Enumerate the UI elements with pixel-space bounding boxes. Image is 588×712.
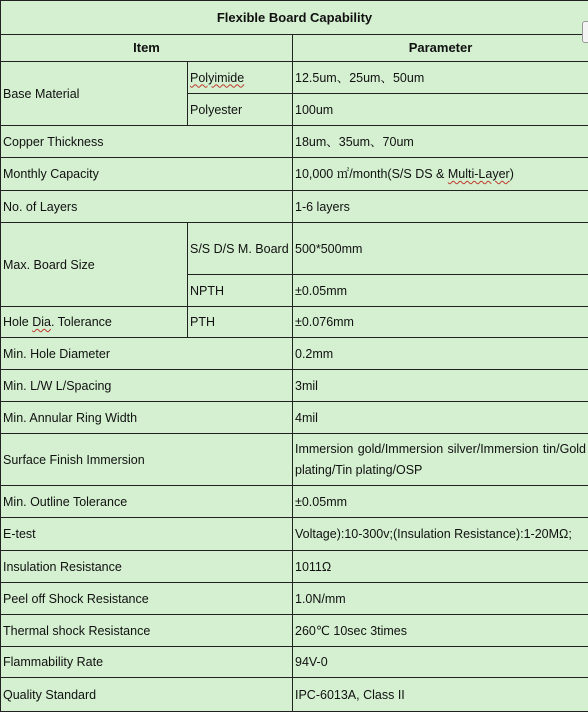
table-row [1,583,588,615]
scrollbar-handle[interactable] [582,21,588,43]
table-row [1,191,588,223]
sub-label-polyimide [188,62,293,94]
sub-label-npth: NPTH [188,275,293,307]
table-row [1,62,588,94]
header-parameter: Parameter [293,35,588,62]
table-row [1,158,588,191]
row-label-min-outline-tolerance: Min. Outline Tolerance [1,486,293,518]
row-label-peel-off: Peel off Shock Resistance [1,583,293,615]
value-copper-thickness: 18um、35um、70um [293,126,588,158]
value-npth: ±0.05mm [293,275,588,307]
sub-label-polyester: Polyester [188,94,293,126]
table-title: Flexible Board Capability [1,1,588,35]
value-polyester: 100um [293,94,588,126]
table-row [1,126,588,158]
spellcheck-word: Multi-Layer [448,167,510,181]
row-label-min-hole-diameter: Min. Hole Diameter [1,338,293,370]
value-min-lw: 3mil [293,370,588,402]
row-label-min-annular-ring: Min. Annular Ring Width [1,402,293,434]
sub-label-pth: PTH [188,307,293,338]
value-min-hole-diameter: 0.2mm [293,338,588,370]
value-min-annular-ring: 4mil [293,402,588,434]
row-label-e-test: E-test [1,518,293,551]
value-min-outline-tolerance: ±0.05mm [293,486,588,518]
value-peel-off: 1.0N/mm [293,583,588,615]
table-row [1,338,588,370]
row-label-base-material: Base Material [1,62,188,126]
row-label-monthly-capacity: Monthly Capacity [1,158,293,191]
value-max-board-size: 500*500mm [293,223,588,275]
hole-label-prefix: Hole [3,315,32,329]
table-row [1,551,588,583]
value-insulation-resistance: 1011Ω [293,551,588,583]
header-item: Item [1,35,293,62]
table-row [1,678,588,712]
value-surface-finish: Immersion gold/Immersion silver/Immersion tin/Gold plating/Tin plating/OSP [293,434,588,486]
table-row [1,402,588,434]
spellcheck-word: Polyimide [190,71,244,85]
row-label-layers: No. of Layers [1,191,293,223]
row-label-copper-thickness: Copper Thickness [1,126,293,158]
monthly-capacity-prefix: 10,000 ㎡/month(S/S DS & [295,167,448,181]
table-row [1,647,588,678]
hole-label-suffix: . Tolerance [51,315,112,329]
value-pth: ±0.076mm [293,307,588,338]
value-e-test: Voltage):10-300v;(Insulation Resistance):1-20MΩ; [293,518,588,551]
row-label-hole-tolerance [1,307,188,338]
table-row [1,434,588,486]
spellcheck-word: Dia [32,315,51,329]
table-row [1,223,588,275]
table-title-row [1,1,588,35]
monthly-capacity-suffix: ) [510,167,514,181]
table-row [1,615,588,647]
row-label-min-lw: Min. L/W L/Spacing [1,370,293,402]
row-label-flammability: Flammability Rate [1,647,293,678]
table-row [1,518,588,551]
sub-label-board-type: S/S D/S M. Board [188,223,293,275]
value-thermal-shock: 260℃ 10sec 3times [293,615,588,647]
row-label-insulation-resistance: Insulation Resistance [1,551,293,583]
value-quality-standard: IPC-6013A, Class II [293,678,588,712]
row-label-thermal-shock: Thermal shock Resistance [1,615,293,647]
value-layers: 1-6 layers [293,191,588,223]
row-label-quality-standard: Quality Standard [1,678,293,712]
table-header-row [1,35,588,62]
row-label-surface-finish: Surface Finish Immersion [1,434,293,486]
table-row [1,486,588,518]
table-row [1,307,588,338]
value-flammability: 94V-0 [293,647,588,678]
row-label-max-board-size: Max. Board Size [1,223,188,307]
value-polyimide: 12.5um、25um、50um [293,62,588,94]
table-row [1,370,588,402]
value-monthly-capacity [293,158,588,191]
